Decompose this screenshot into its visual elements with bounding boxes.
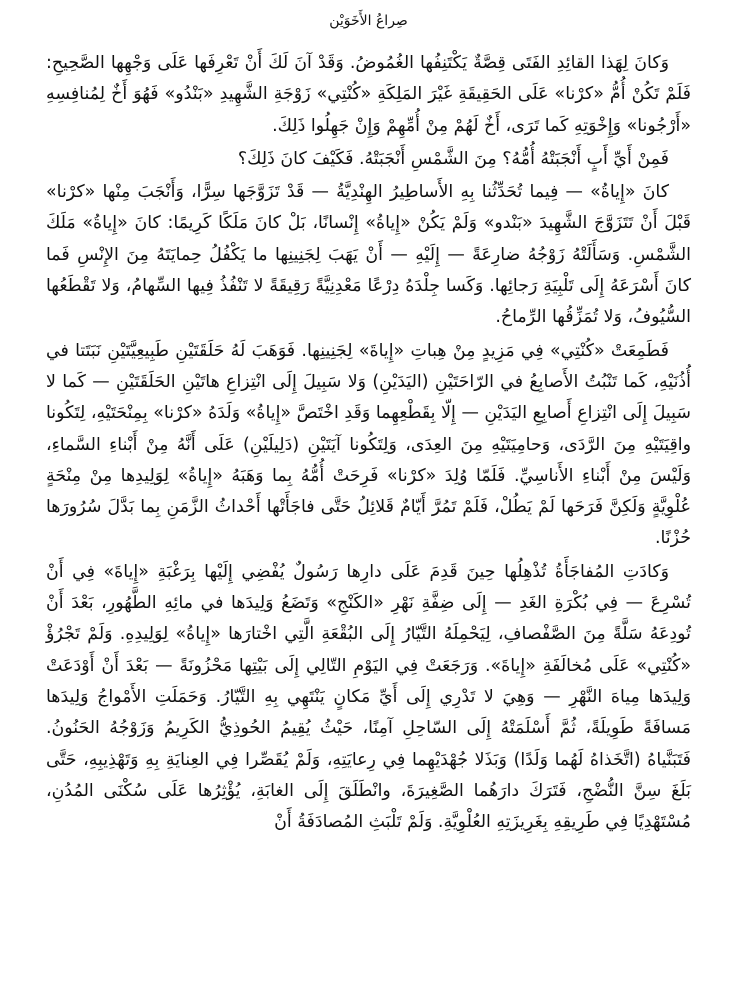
paragraph: وَكادَتِ المُفاجَأَةُ تُذْهِلُها حِينَ قَدِمَ عَلَى دارِها رَسُولٌ يُفْضِي إِلَيْها بِرَغْبَةِ «إِياةَ» فِي أَنْ تُسْرِعَ — فِي بُكْرَةِ الغَدِ — إِلَى ضِفَّةِ نَهْرِ «الكَنْجِ» وَتَضَعُ وَلِيدَها في مائِهِ الطَّهُورِ، بَعْدَ أَنْ تُودِعَهُ سَلَّةً مِنَ الصَّفْصافِ، لِيَحْمِلَهُ التَّيّارُ إِلَى البُقْعَةِ الَّتِي اخْتارَها «إِياةُ» لِوَلِيدِهِ. وَلَمْ تَجْرُؤْ «كُنْتِي» عَلَى مُخالَفَةِ «إِياةَ». وَرَجَعَتْ فِي اليَوْمِ التّالِي إِلَى بَيْتِها مَحْزُونَةً — بَعْدَ أَنْ أَوْدَعَتْ وَلِيدَها مِياهَ النَّهْرِ — وَهِيَ لا تَدْرِي إِلَى أَيِّ مَكانٍ يَنْتَهِي بِهِ التَّيّارُ. وَحَمَلَتِ الأَمْواجُ وَلِيدَها مَسافَةً طَوِيلَةً، ثُمَّ أَسْلَمَتْهُ إِلَى السّاحِلِ آمِنًا، حَيْثُ يُقِيمُ الحُوذِيُّ الكَرِيمُ وَزَوْجُهُ الحَنُونُ. فَتَبَنَّياهُ (اتَّخَذاهُ لَهُما وَلَدًا) وَبَذَلا جُهْدَيْهِما فِي رِعايَتِهِ، وَلَمْ يُقَصِّرا فِي العِنايَةِ بِهِ وَتَهْذِيبِهِ، حَتَّى بَلَغَ سِنَّ النُّضْجِ، فَتَرَكَ دارَهُما الصَّغِيرَةَ، وانْطَلَقَ إِلَى الغابَةِ، يُؤْثِرُها عَلَى سُكْنَى المُدُنِ، مُسْتَهْدِيًا فِي طَرِيقِهِ بِغَرِيزَتِهِ العُلْوِيَّةِ. وَلَمْ تَلْبَثِ المُصادَفَةُ أَنْ [46,561,691,833]
paragraph: فَطَمِعَتْ «كُنْتِي» فِي مَزِيدٍ مِنْ هِباتِ «إِياةَ» لِجَنِينِها. فَوَهَبَ لَهُ حَلَقَتَيْنِ طَبِيعِيَّتَيْنِ نَبَتَتا في أُذُنَيْهِ، كَما تَنْبُتُ الأَصابِعُ في الرّاحَتَيْنِ (اليَدَيْنِ) وَلا سَبِيلَ إِلَى انْتِزاعِ هاتَيْنِ الحَلَقَتَيْنِ — كَما لا سَبِيلَ إِلَى انْتِزاعِ أَصابِعِ اليَدَيْنِ — إِلّا بِقَطْعِهِما وَقَدِ اخْتَصَّ «إِياةُ» وَلَدَهُ «كرْنا» بِمِنْحَتَيْهِ، لِتَكُونا واقِيَتَيْهِ مِنَ الرَّدَى، وَحامِيَتَيْهِ مِنَ العِدَى، وَلِتَكُونا آيَتَيْنِ (دَلِيلَيْنِ) عَلَى أَنَّهُ مِنْ أَبْناءِ السَّماءِ، وَلَيْسَ مِنْ أَبْناءِ الأَناسِيِّ. فَلَمّا وُلِدَ «كرْنا» فَرِحَتْ أُمُّهُ بِما وَهَبَهُ «إِياةُ» لِوَلِيدِها مِنْ مِنْحَةٍ عُلْوِيَّةٍ وَلَكِنَّ فَرَحَها لَمْ يَطُلْ، فَلَمْ تَمُرَّ أَيّامٌ قَلائِلُ حَتَّى فاجَأَتْها أَحْداثُ الزَّمَنِ بِما بَدَّلَ سُرُورَها حُزْنًا. [46,340,691,549]
page-header-title: صِراعُ الأَخَوَيْن [329,13,408,29]
paragraph: كانَ «إِياةُ» — فِيما تُحَدِّثُنا بِهِ الأَساطِيرُ الهِنْدِيَّةُ — قَدْ تَزَوَّجَها سِرًّا، وَأَنْجَبَ مِنْها «كرْنا» قَبْلَ أَنْ تَتَزَوَّجَ الشَّهِيدَ «بَنْدو» وَلَمْ يَكُنْ «إِياةُ» إِنْسانًا، بَلْ كانَ مَلَكًا كَرِيمًا: كانَ «إِياةُ» مَلَكَ الشَّمْسِ. وَسَأَلَتْهُ زَوْجُهُ ضارِعَةً — إِلَيْهِ — أَنْ يَهَبَ لِجَنِينِها ما يَكْفُلُ حِمايَتَهُ مِنَ الإِنْسِ فَما كانَ أَسْرَعَهُ إِلَى تَلْبِيَةِ رَجائِها. وَكَسا جِلْدَهُ دِرْعًا مَعْدِنِيَّةً رَقِيقَةً لا تَنْفُذُ فِيها السِّهامُ، وَلا تَقْطَعُها السُّيُوفُ، وَلا تُمَزِّقُها الرِّماحُ. [46,182,691,328]
paragraph: وَكانَ لِهَذا القائِدِ الفَتَى قِصَّةٌ يَكْتَنِفُها الغُمُوضُ. وَقَدْ آنَ لَكَ أَنْ تَعْرِفَها عَلَى وَجْهِها الصَّحِيحِ: فَلَمْ تَكُنْ أُمُّ «كرْنا» عَلَى الحَقِيقَةِ غَيْرَ المَلِكَةِ «كُنْتِي» زَوْجَةِ الشَّهِيدِ «بَنْدُو» فَهُوَ أَخٌ لِمُنافِسِهِ «أَرْجُونا» وَإِخْوَتِهِ كَما تَرَى، أَخٌ لَهُمْ مِنْ أُمِّهِمْ وَإِنْ جَهِلُوا ذَلِكَ. [46,53,691,136]
paragraph: فَمِنْ أَيِّ أَبٍ أَنْجَبَتْهُ أُمُّهُ؟ مِنَ الشَّمْسِ أَنْجَبَتْهُ. فَكَيْفَ كانَ ذَلِكَ؟ [237,148,669,169]
body-text [46,48,691,838]
